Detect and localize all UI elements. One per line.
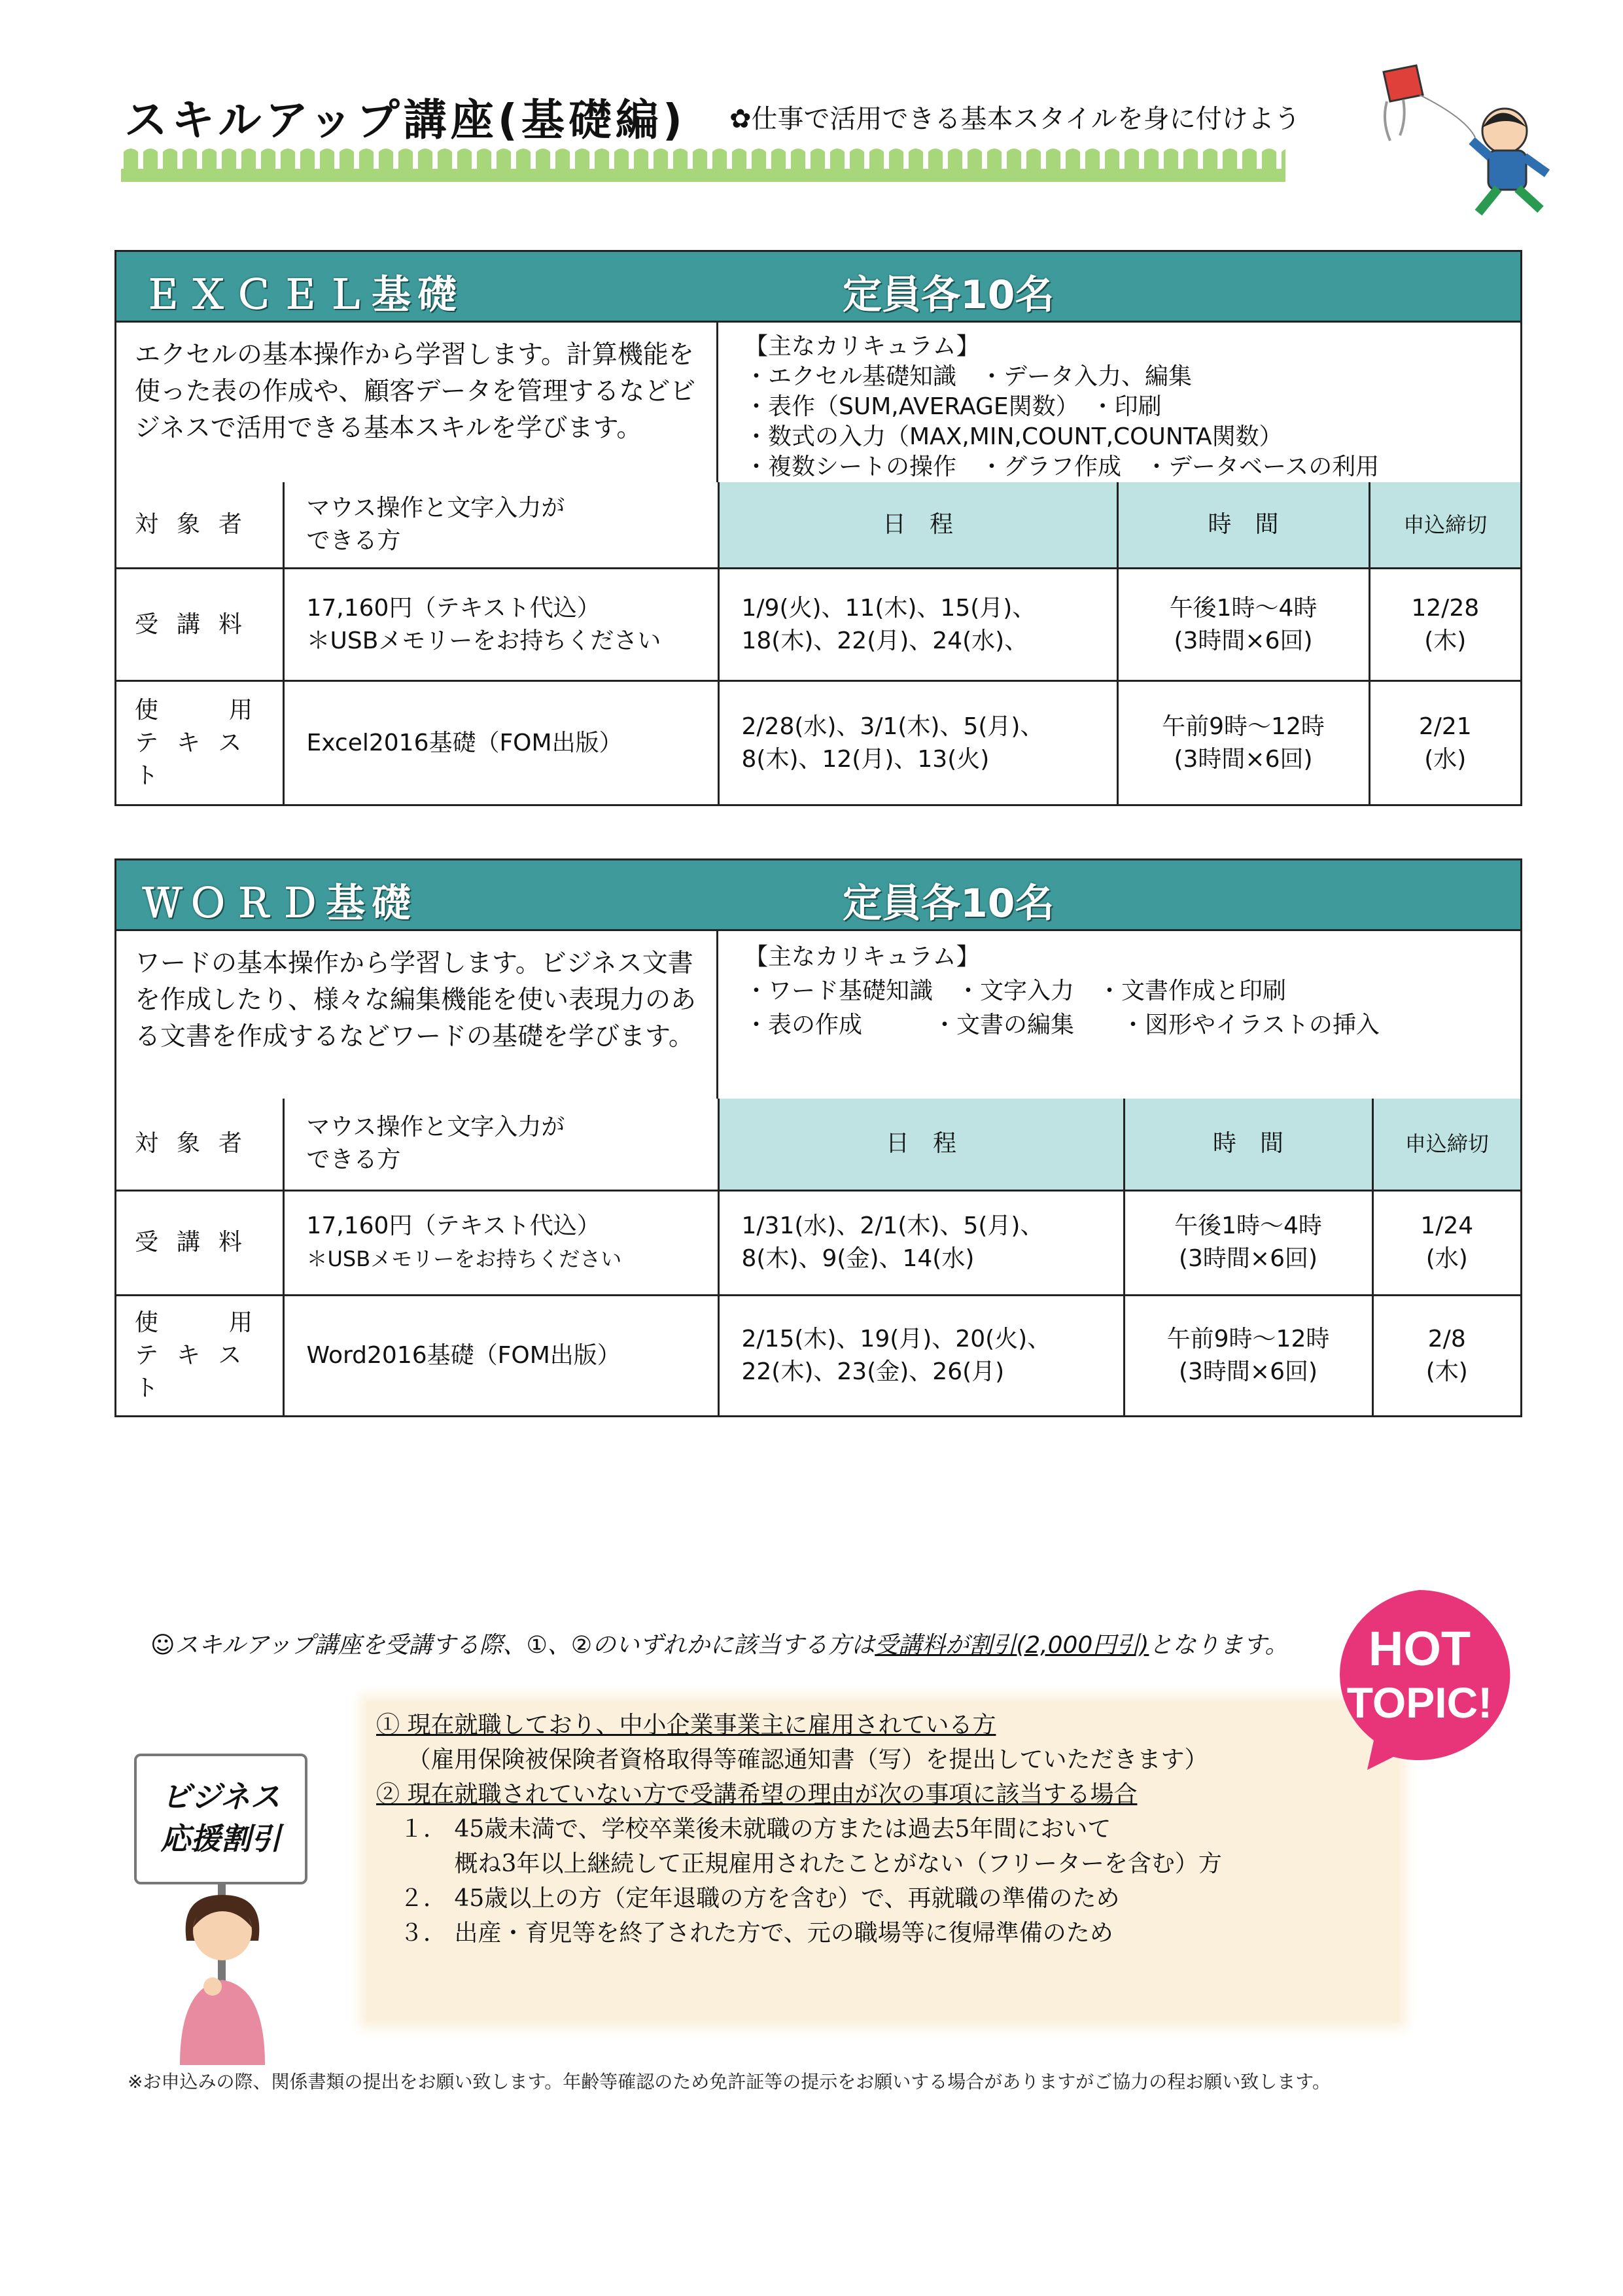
fence-picket bbox=[889, 149, 903, 182]
fence-picket bbox=[1282, 149, 1285, 182]
fence-picket bbox=[712, 149, 727, 182]
session-time: 午後1時～4時 (3時間×6回) bbox=[1124, 1190, 1372, 1295]
curriculum-title: 【主なカリキュラム】 bbox=[744, 944, 980, 970]
fence-picket bbox=[143, 149, 158, 182]
word-schedule-table bbox=[116, 1099, 1520, 1415]
fence-picket bbox=[654, 149, 668, 182]
fence-picket bbox=[575, 149, 589, 182]
page-title: スキルアップ講座(基礎編) bbox=[124, 95, 687, 145]
fence-picket bbox=[811, 149, 825, 182]
session-deadline: 2/21 (水) bbox=[1369, 681, 1520, 804]
fence-picket bbox=[869, 149, 884, 182]
condition-item: 概ね3年以上継続して正規雇用されたことがない（フリーターを含む）方 bbox=[376, 1850, 1222, 1877]
fence-picket bbox=[968, 149, 982, 182]
fence-picket bbox=[693, 149, 707, 182]
word-description: ワードの基本操作から学習します。ビジネス文書を作成したり、様々な編集機能を使い表現力のある文書を作成するなどワードの基礎を学びます。 bbox=[116, 931, 718, 1099]
fence-picket bbox=[1144, 149, 1159, 182]
fence-decoration bbox=[121, 145, 1285, 182]
session-deadline: 12/28 (木) bbox=[1369, 569, 1520, 681]
curriculum-item: ・複数シートの操作 ・グラフ作成 ・データベースの利用 bbox=[744, 453, 1380, 480]
fence-picket bbox=[987, 149, 1002, 182]
fence-picket bbox=[202, 149, 217, 182]
fence-picket bbox=[732, 149, 746, 182]
fence-picket bbox=[1183, 149, 1198, 182]
fence-picket bbox=[457, 149, 472, 182]
hot-topic-badge bbox=[1321, 1583, 1518, 1773]
condition-item: ① 現在就職しており、中小企業事業主に雇用されている方 bbox=[376, 1712, 996, 1739]
excel-course-block bbox=[114, 250, 1522, 806]
fence-picket bbox=[752, 149, 766, 182]
fee-label: 受講料 bbox=[116, 569, 283, 681]
fence-picket bbox=[791, 149, 805, 182]
fence-picket bbox=[1026, 149, 1041, 182]
time-header: 時 間 bbox=[1117, 482, 1369, 569]
fence-picket bbox=[1125, 149, 1139, 182]
session-dates: 2/15(木)、19(月)、20(火)、 22(木)、23(金)、26(月) bbox=[718, 1295, 1124, 1415]
excel-capacity: 定員各10名 bbox=[843, 272, 1055, 318]
session-time: 午前9時～12時 (3時間×6回) bbox=[1124, 1295, 1372, 1415]
word-course-header bbox=[116, 860, 1520, 931]
fence-picket bbox=[1105, 149, 1119, 182]
deadline-header: 申込締切 bbox=[1372, 1099, 1520, 1190]
fence-picket bbox=[1223, 149, 1237, 182]
condition-item: ３． 出産・育児等を終了された方で、元の職場等に復帰準備のため bbox=[376, 1920, 1113, 1947]
fence-picket bbox=[379, 149, 393, 182]
fence-picket bbox=[909, 149, 923, 182]
target-label: 対象者 bbox=[116, 482, 283, 569]
fence-picket bbox=[1066, 149, 1080, 182]
fence-picket bbox=[497, 149, 511, 182]
word-course-name: ＷＯＲＤ基礎 bbox=[143, 881, 417, 927]
schedule-header: 日 程 bbox=[718, 1099, 1124, 1190]
session-dates: 1/31(水)、2/1(木)、5(月)、 8(木)、9(金)、14(水) bbox=[718, 1190, 1124, 1295]
fence-picket bbox=[241, 149, 256, 182]
page-subtitle: ✿仕事で活用できる基本スタイルを身に付けよう bbox=[729, 104, 1300, 134]
fence-picket bbox=[948, 149, 962, 182]
fee-value: 17,160円（テキスト代込） ＊USBメモリーをお持ちください bbox=[283, 1190, 718, 1295]
word-curriculum bbox=[718, 931, 1520, 1099]
excel-course-header bbox=[116, 252, 1520, 323]
condition-item: （雇用保険被保険者資格取得等確認通知書（写）を提出していただきます） bbox=[376, 1746, 1208, 1773]
curriculum-item: ・表作（SUM,AVERAGE関数） ・印刷 bbox=[744, 393, 1162, 420]
session-deadline: 1/24 (水) bbox=[1372, 1190, 1520, 1295]
woman-illustration bbox=[147, 1882, 298, 2065]
fence-picket bbox=[850, 149, 864, 182]
target-label: 対象者 bbox=[116, 1099, 283, 1190]
fence-picket bbox=[516, 149, 531, 182]
schedule-header: 日 程 bbox=[718, 482, 1117, 569]
discount-emphasis: 受講料が割引(2,000円引) bbox=[875, 1632, 1149, 1659]
fence-picket bbox=[183, 149, 197, 182]
session-dates: 2/28(水)、3/1(木)、5(月)、 8(木)、12(月)、13(火) bbox=[718, 681, 1117, 804]
condition-item: ２． 45歳以上の方（定年退職の方を含む）で、再就職の準備のため bbox=[376, 1885, 1120, 1912]
session-dates: 1/9(火)、11(木)、15(月)、 18(木)、22(月)、24(水)、 bbox=[718, 569, 1117, 681]
fence-picket bbox=[928, 149, 943, 182]
text-label: 使 用 テキスト bbox=[116, 681, 283, 804]
fence-picket bbox=[1164, 149, 1178, 182]
discount-conditions bbox=[376, 1708, 1222, 1951]
fence-picket bbox=[673, 149, 688, 182]
deadline-header: 申込締切 bbox=[1369, 482, 1520, 569]
fence-picket bbox=[1046, 149, 1060, 182]
time-header: 時 間 bbox=[1124, 1099, 1372, 1190]
curriculum-item: ・ワード基礎知識 ・文字入力 ・文書作成と印刷 bbox=[744, 978, 1287, 1004]
svg-text:HOT: HOT bbox=[1368, 1621, 1471, 1676]
fence-picket bbox=[1242, 149, 1257, 182]
text-label: 使 用 テキスト bbox=[116, 1295, 283, 1415]
fence-picket bbox=[1085, 149, 1100, 182]
footer-note: ※お申込みの際、関係書類の提出をお願い致します。年齢等確認のため免許証等の提示をお願いする場合がありますがご協力の程お願い致します。 bbox=[128, 2071, 1331, 2093]
fence-picket bbox=[1203, 149, 1217, 182]
fence-picket bbox=[634, 149, 648, 182]
fence-picket bbox=[418, 149, 432, 182]
excel-curriculum bbox=[718, 323, 1520, 482]
fence-picket bbox=[438, 149, 452, 182]
fence-picket bbox=[124, 149, 138, 182]
word-capacity: 定員各10名 bbox=[843, 881, 1055, 927]
fee-value: 17,160円（テキスト代込） ＊USBメモリーをお持ちください bbox=[283, 569, 718, 681]
fence-picket bbox=[614, 149, 629, 182]
text-value: Excel2016基礎（FOM出版） bbox=[283, 681, 718, 804]
fence-picket bbox=[300, 149, 315, 182]
condition-item: １． 45歳未満で、学校卒業後未就職の方または過去5年間において bbox=[376, 1816, 1111, 1843]
fence-picket bbox=[555, 149, 570, 182]
excel-schedule-table bbox=[116, 482, 1520, 804]
curriculum-item: ・エクセル基礎知識 ・データ入力、編集 bbox=[744, 363, 1193, 390]
fence-picket bbox=[320, 149, 334, 182]
condition-item: ② 現在就職されていない方で受講希望の理由が次の事項に該当する場合 bbox=[376, 1781, 1138, 1808]
curriculum-title: 【主なカリキュラム】 bbox=[744, 333, 980, 360]
target-value: マウス操作と文字入力が できる方 bbox=[283, 482, 718, 569]
fence-picket bbox=[398, 149, 413, 182]
curriculum-item: ・表の作成 ・文書の編集 ・図形やイラストの挿入 bbox=[744, 1012, 1380, 1038]
curriculum-item: ・数式の入力（MAX,MIN,COUNT,COUNTA関数） bbox=[744, 423, 1283, 450]
kite-boy-illustration bbox=[1367, 59, 1557, 222]
fee-label: 受講料 bbox=[116, 1190, 283, 1295]
fence-picket bbox=[163, 149, 177, 182]
discount-sign: ビジネス 応援割引 bbox=[134, 1754, 307, 1884]
fence-picket bbox=[1007, 149, 1021, 182]
fence-picket bbox=[359, 149, 374, 182]
fence-picket bbox=[771, 149, 786, 182]
text-value: Word2016基礎（FOM出版） bbox=[283, 1295, 718, 1415]
fence-picket bbox=[261, 149, 275, 182]
session-time: 午後1時～4時 (3時間×6回) bbox=[1117, 569, 1369, 681]
target-value: マウス操作と文字入力が できる方 bbox=[283, 1099, 718, 1190]
excel-course-name: ＥＸＣＥＬ基礎 bbox=[143, 272, 463, 318]
discount-note: ☺スキルアップ講座を受講する際、①、②のいずれかに該当する方は受講料が割引(2,000円引)となります。 bbox=[150, 1632, 1289, 1659]
session-deadline: 2/8 (木) bbox=[1372, 1295, 1520, 1415]
fence-picket bbox=[340, 149, 354, 182]
fence-picket bbox=[595, 149, 609, 182]
fence-picket bbox=[477, 149, 491, 182]
fence-picket bbox=[1262, 149, 1276, 182]
fence-picket bbox=[281, 149, 295, 182]
session-time: 午前9時～12時 (3時間×6回) bbox=[1117, 681, 1369, 804]
fence-picket bbox=[536, 149, 550, 182]
svg-text:TOPIC!: TOPIC! bbox=[1346, 1678, 1493, 1727]
fence-picket bbox=[222, 149, 236, 182]
fence-picket bbox=[830, 149, 845, 182]
word-course-block bbox=[114, 858, 1522, 1417]
excel-description: エクセルの基本操作から学習します。計算機能を使った表の作成や、顧客データを管理するなどビジネスで活用できる基本スキルを学びます。 bbox=[116, 323, 718, 482]
